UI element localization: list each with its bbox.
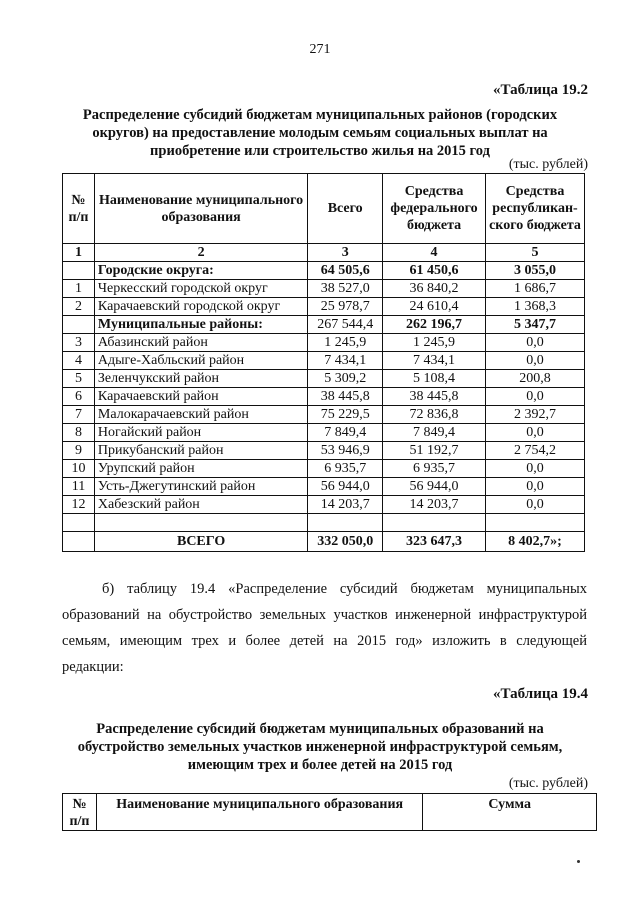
row-republic: 0,0: [486, 424, 585, 442]
table-cell: [486, 514, 585, 532]
row-federal: 24 610,4: [383, 298, 486, 316]
table-row: [63, 370, 585, 388]
total-federal: 323 647,3: [383, 532, 486, 552]
row-total: 53 946,9: [308, 442, 383, 460]
row-republic: 200,8: [486, 370, 585, 388]
row-total: 14 203,7: [308, 496, 383, 514]
row-number: [63, 316, 95, 334]
header-row: [63, 174, 585, 244]
row-total: 56 944,0: [308, 478, 383, 496]
header-sum: Сумма: [423, 794, 597, 831]
scan-speck: [577, 860, 580, 863]
row-federal: 7 849,4: [383, 424, 486, 442]
column-number: 5: [486, 244, 585, 262]
total-republic: 8 402,7»;: [486, 532, 585, 552]
row-number: 10: [63, 460, 95, 478]
total-value: 332 050,0: [308, 532, 383, 552]
row-number: 8: [63, 424, 95, 442]
paragraph-text: б) таблицу 19.4 «Распределение субсидий бюджетам муниципальных образований на обустройство земельных участков инженерной инфраструктурой семьям, имеющим трех и более детей на 2015 год» изложить в следующей редакции:: [62, 581, 587, 675]
subsidies-table-19-4: [62, 793, 597, 831]
row-total: 6 935,7: [308, 460, 383, 478]
header-republic: Средства республиканского бюджета: [486, 174, 585, 244]
table-row: [63, 406, 585, 424]
row-number: 4: [63, 352, 95, 370]
caption-line: обустройство земельных участков инженерной инфраструктурой семьям,: [77, 739, 563, 755]
table-row: [63, 442, 585, 460]
table-row: [63, 424, 585, 442]
header-name: Наименование муниципального образования: [96, 794, 422, 831]
total-row: [63, 532, 585, 552]
column-number: 4: [383, 244, 486, 262]
table-19-2-units: (тыс. рублей): [508, 157, 588, 172]
row-federal: 51 192,7: [383, 442, 486, 460]
table-row: [63, 496, 585, 514]
row-total: 1 245,9: [308, 334, 383, 352]
table-row: [63, 460, 585, 478]
row-name: Прикубанский район: [94, 442, 307, 460]
row-republic: 5 347,7: [486, 316, 585, 334]
column-number: 2: [94, 244, 307, 262]
table-row: [63, 334, 585, 352]
row-republic: 2 392,7: [486, 406, 585, 424]
table-cell: [383, 514, 486, 532]
row-name: Адыге-Хабльский район: [94, 352, 307, 370]
table-19-4-caption: [55, 720, 585, 774]
row-republic: 0,0: [486, 496, 585, 514]
row-name: Хабезский район: [94, 496, 307, 514]
table-cell: [63, 532, 95, 552]
row-federal: 72 836,8: [383, 406, 486, 424]
row-total: 75 229,5: [308, 406, 383, 424]
column-number-row: [63, 244, 585, 262]
row-republic: 0,0: [486, 460, 585, 478]
row-number: 6: [63, 388, 95, 406]
table-row: [63, 280, 585, 298]
header-number: № п/п: [63, 794, 97, 831]
row-total: 7 434,1: [308, 352, 383, 370]
page-number: 271: [309, 42, 331, 57]
row-federal: 36 840,2: [383, 280, 486, 298]
row-number: 7: [63, 406, 95, 424]
empty-row: [63, 514, 585, 532]
caption-line: приобретение или строительство жилья на 2015 год: [150, 143, 490, 159]
row-federal: 56 944,0: [383, 478, 486, 496]
row-federal: 14 203,7: [383, 496, 486, 514]
subsidies-table-19-2: [62, 173, 585, 552]
row-republic: 0,0: [486, 478, 585, 496]
row-total: 25 978,7: [308, 298, 383, 316]
row-republic: 2 754,2: [486, 442, 585, 460]
row-republic: 1 686,7: [486, 280, 585, 298]
row-number: 2: [63, 298, 95, 316]
total-label: ВСЕГО: [94, 532, 307, 552]
table-19-2-reference: «Таблица 19.2: [493, 82, 588, 98]
header-name: Наименование муниципального образования: [94, 174, 307, 244]
row-number: [63, 262, 95, 280]
caption-line: Распределение субсидий бюджетам муниципальных районов (городских: [82, 107, 558, 123]
header-federal: Средства федерального бюджета: [383, 174, 486, 244]
row-number: 3: [63, 334, 95, 352]
row-republic: 0,0: [486, 334, 585, 352]
row-federal: 38 445,8: [383, 388, 486, 406]
row-name: Урупский район: [94, 460, 307, 478]
row-total: 38 445,8: [308, 388, 383, 406]
header-row: [63, 794, 597, 831]
row-name: Малокарачаевский район: [94, 406, 307, 424]
header-total: Всего: [308, 174, 383, 244]
row-number: 1: [63, 280, 95, 298]
table-19-4-reference: «Таблица 19.4: [493, 686, 588, 702]
caption-line: имеющим трех и более детей на 2015 год: [187, 757, 453, 773]
table-row: [63, 298, 585, 316]
row-number: 12: [63, 496, 95, 514]
table-row: [63, 262, 585, 280]
row-name: Зеленчукский район: [94, 370, 307, 388]
row-federal: 262 196,7: [383, 316, 486, 334]
row-republic: 0,0: [486, 352, 585, 370]
row-name: Абазинский район: [94, 334, 307, 352]
column-number: 1: [63, 244, 95, 262]
row-name: Городские округа:: [94, 262, 307, 280]
table-row: [63, 388, 585, 406]
row-name: Муниципальные районы:: [94, 316, 307, 334]
row-federal: 1 245,9: [383, 334, 486, 352]
row-republic: 0,0: [486, 388, 585, 406]
caption-line: округов) на предоставление молодым семьям социальных выплат на: [92, 125, 548, 141]
row-total: 38 527,0: [308, 280, 383, 298]
table-row: [63, 478, 585, 496]
table-cell: [94, 514, 307, 532]
table-row: [63, 316, 585, 334]
row-federal: 5 108,4: [383, 370, 486, 388]
row-federal: 61 450,6: [383, 262, 486, 280]
row-total: 5 309,2: [308, 370, 383, 388]
table-cell: [63, 514, 95, 532]
row-number: 9: [63, 442, 95, 460]
caption-line: Распределение субсидий бюджетам муниципальных образований на: [96, 721, 544, 737]
row-name: Карачаевский городской округ: [94, 298, 307, 316]
table-body: [63, 262, 585, 514]
row-number: 11: [63, 478, 95, 496]
row-total: 267 544,4: [308, 316, 383, 334]
row-federal: 7 434,1: [383, 352, 486, 370]
row-federal: 6 935,7: [383, 460, 486, 478]
table-row: [63, 352, 585, 370]
row-name: Усть-Джегутинский район: [94, 478, 307, 496]
row-name: Черкесский городской округ: [94, 280, 307, 298]
row-name: Ногайский район: [94, 424, 307, 442]
column-number: 3: [308, 244, 383, 262]
row-total: 64 505,6: [308, 262, 383, 280]
table-19-2-caption: [55, 106, 585, 160]
row-total: 7 849,4: [308, 424, 383, 442]
table-19-4-units: (тыс. рублей): [508, 776, 588, 791]
row-name: Карачаевский район: [94, 388, 307, 406]
table-cell: [308, 514, 383, 532]
header-number: № п/п: [63, 174, 95, 244]
row-republic: 3 055,0: [486, 262, 585, 280]
row-republic: 1 368,3: [486, 298, 585, 316]
row-number: 5: [63, 370, 95, 388]
amendment-paragraph: [62, 576, 587, 680]
